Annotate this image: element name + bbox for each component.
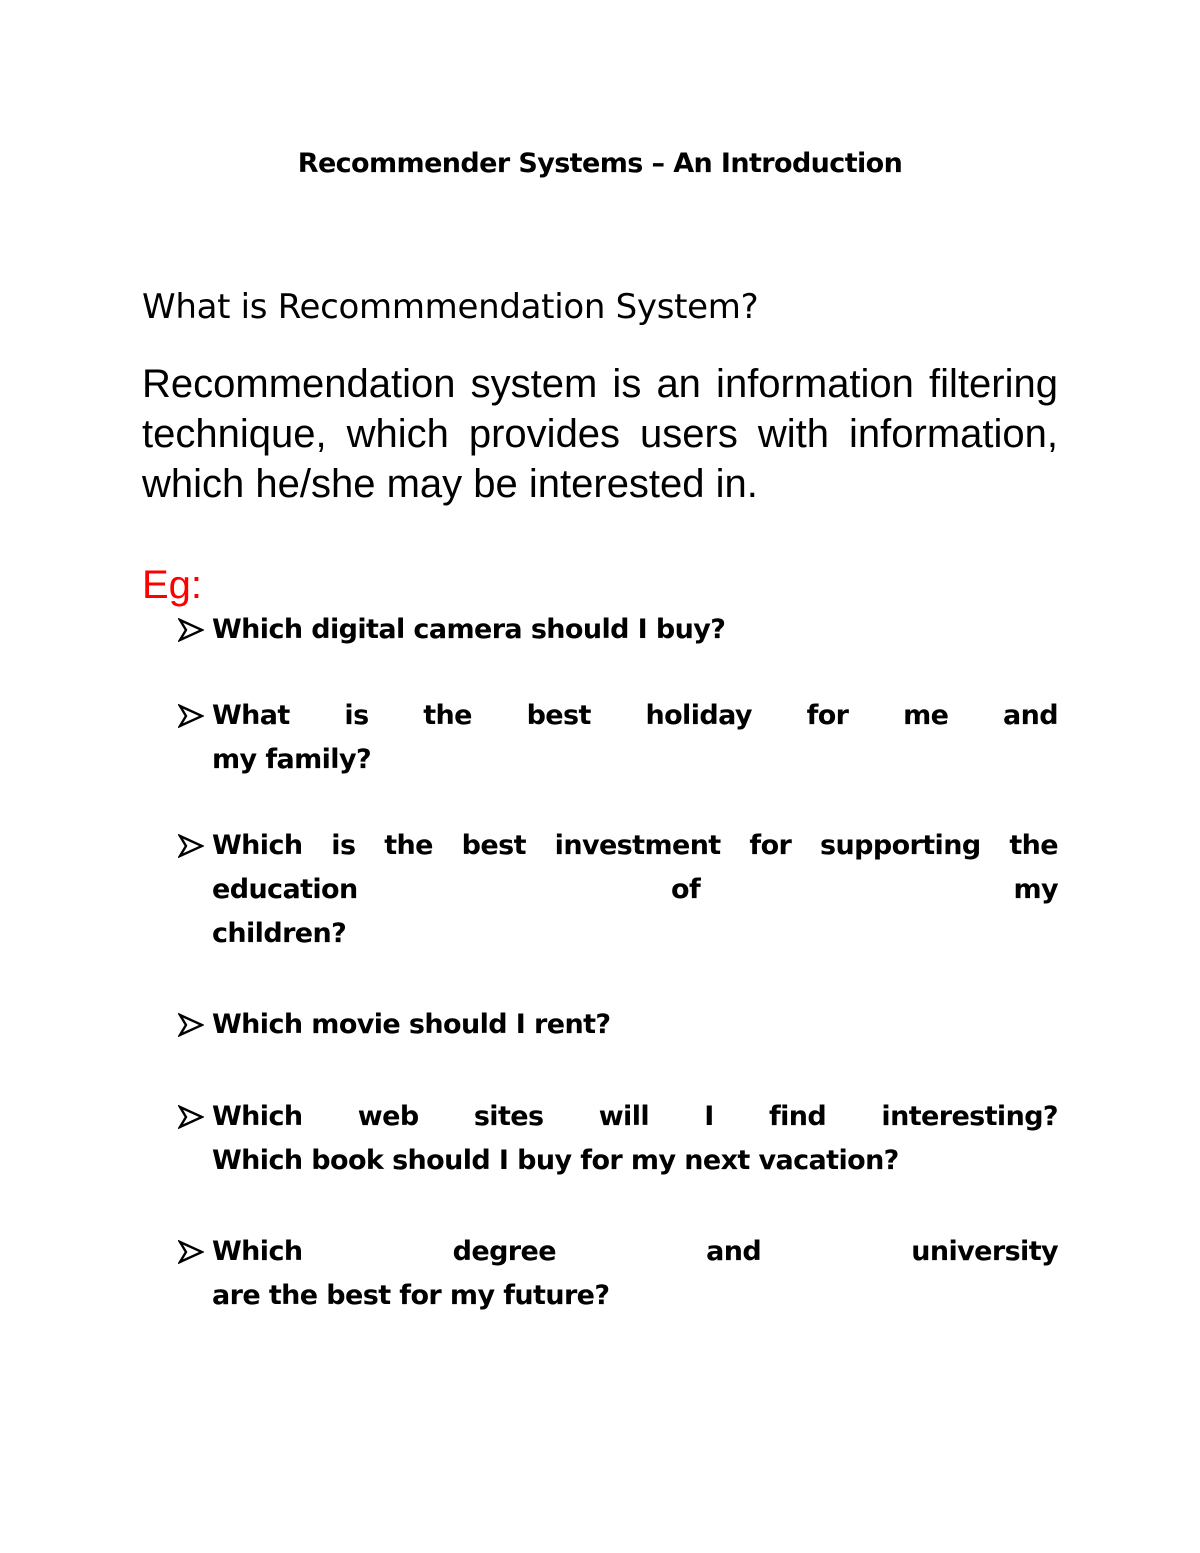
- arrow-bullet-icon: [178, 694, 208, 738]
- definition-paragraph: Recommendation system is an information filtering technique, which provides users with information, which he/she may be interested in.: [142, 362, 1058, 506]
- document-title: Recommender Systems – An Introduction: [297, 148, 903, 179]
- example-item: [178, 694, 1058, 782]
- example-item: [178, 824, 1058, 956]
- section-heading: What is Recommmendation System?: [142, 287, 759, 327]
- example-text: Which digital camera should I buy?: [212, 614, 726, 645]
- example-text-line: children?: [212, 918, 347, 949]
- example-text: Which movie should I rent?: [212, 1009, 611, 1040]
- example-text-line: are the best for my future?: [212, 1280, 610, 1311]
- example-text-line: Which degree and university: [212, 1236, 1058, 1267]
- example-text-line: Which book should I buy for my next vacation?: [212, 1145, 899, 1176]
- example-text-line: What is the best holiday for me and: [212, 700, 1058, 731]
- arrow-bullet-icon: [178, 1230, 208, 1274]
- arrow-bullet-icon: [178, 1003, 208, 1047]
- example-text-line: my family?: [212, 744, 372, 775]
- example-item: [178, 1095, 1058, 1183]
- example-item: [178, 1230, 1058, 1318]
- arrow-bullet-icon: [178, 1095, 208, 1139]
- example-item: [178, 608, 1058, 652]
- example-text-line: education of my: [212, 874, 1058, 905]
- example-label: Eg:: [142, 563, 203, 607]
- example-text-line: Which is the best investment for supporting the: [212, 830, 1058, 861]
- example-item: [178, 1003, 1058, 1047]
- arrow-bullet-icon: [178, 824, 208, 868]
- example-text-line: Which web sites will I find interesting?: [212, 1101, 1058, 1132]
- arrow-bullet-icon: [178, 608, 208, 652]
